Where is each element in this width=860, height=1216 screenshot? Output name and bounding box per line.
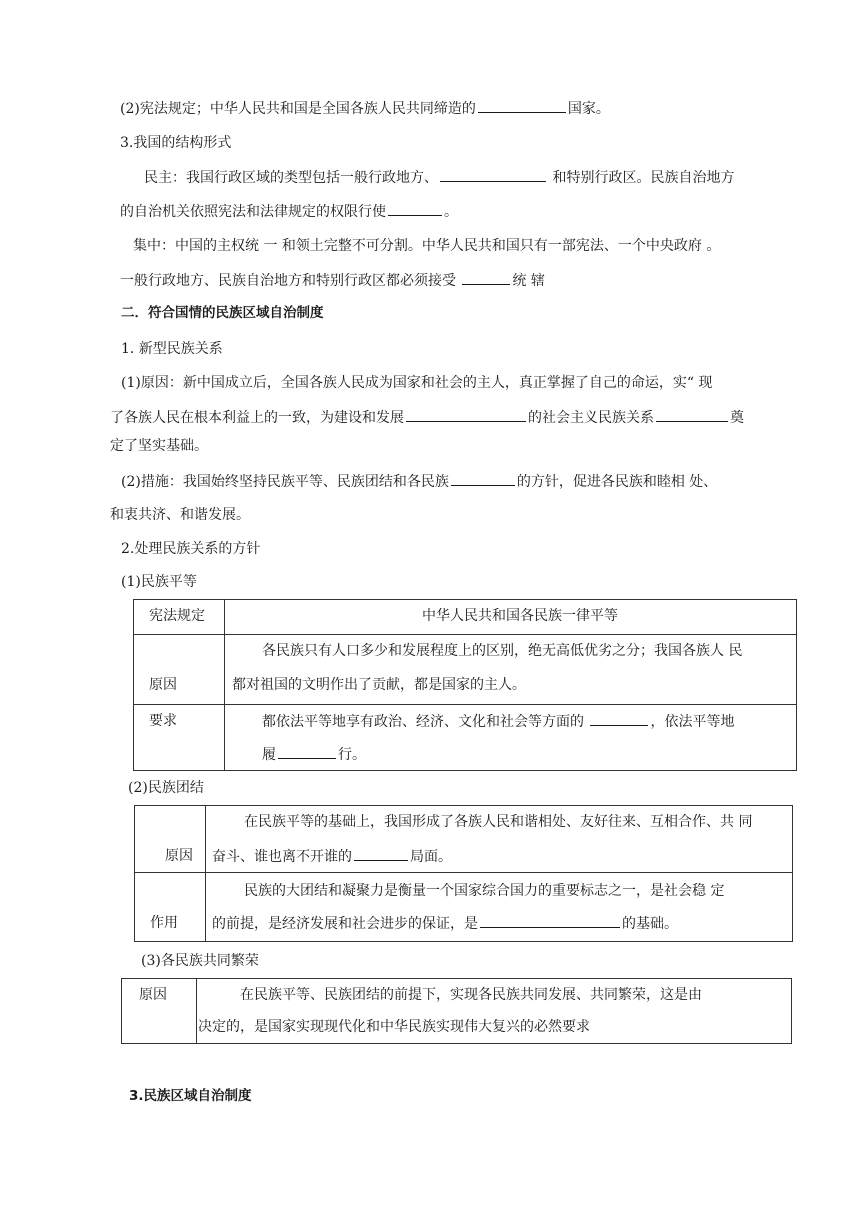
centralism-text: 一般行政地方、民族自治地方和特别行政区都必须接受 [120, 273, 461, 289]
centralism-line-1: 集中：中国的主权统 一 和领土完整不可分割。中华人民共和国只有一部宪法、一个中央政府 。 [133, 238, 721, 254]
equality-label-constitution: 宪法规定 [149, 608, 205, 624]
requirement-text: 都依法平等地享有政治、经济、文化和社会等方面的 [262, 714, 589, 730]
fill-blank[interactable] [440, 167, 546, 182]
fill-blank[interactable] [590, 711, 648, 726]
unity-text: 的基础。 [622, 916, 678, 932]
prosperity-label-reason: 原因 [139, 987, 167, 1003]
equality-requirement-line-2 [262, 744, 366, 765]
constitution-text-end: 国家。 [567, 101, 610, 117]
reason-text: 的社会主义民族关系 [528, 410, 654, 426]
table-divider [134, 872, 793, 873]
unity-label-effect: 作用 [150, 915, 178, 931]
equality-title: (1)民族平等 [121, 574, 197, 590]
measure-text: 的方针，促进各民族和睦相 处、 [516, 474, 718, 490]
reason-line-2 [110, 407, 744, 428]
requirement-text: 履 [262, 747, 276, 763]
constitution-paragraph [120, 98, 610, 119]
fill-blank[interactable] [451, 471, 515, 486]
reason-line-1: (1)原因：新中国成立后，全国各族人民成为国家和社会的主人，真正掌握了自己的命运，实“ 现 [121, 375, 713, 391]
unity-label-reason: 原因 [165, 848, 193, 864]
heading-structure: 3.我国的结构形式 [120, 135, 232, 151]
unity-text: 局面。 [410, 849, 452, 865]
reason-text: 奠 [730, 410, 744, 426]
fill-blank[interactable] [478, 98, 566, 113]
subsection-title: 2.处理民族关系的方针 [121, 541, 261, 557]
centralism-text: 统 辖 [512, 273, 545, 289]
democracy-line-2 [120, 201, 458, 222]
requirement-text: 行。 [338, 747, 366, 763]
constitution-text: (2)宪法规定；中华人民共和国是全国各族人民共同缔造的 [120, 101, 476, 117]
unity-text: 的前提，是经济发展和社会进步的保证，是 [212, 916, 478, 932]
democracy-text: 的自治机关依照宪法和法律规定的权限行使 [120, 204, 386, 220]
centralism-line-2 [120, 270, 545, 291]
equality-label-reason: 原因 [149, 677, 177, 693]
section-title: 二．符合国情的民族区域自治制度 [121, 305, 324, 321]
table-divider [224, 599, 225, 771]
fill-blank[interactable] [354, 846, 408, 861]
unity-title: (2)民族团结 [128, 780, 204, 796]
prosperity-title: (3)各民族共同繁荣 [141, 953, 259, 969]
reason-line-3: 定了坚实基础。 [110, 438, 208, 454]
democracy-text: 。 [444, 204, 458, 220]
equality-requirement-line-1 [262, 711, 734, 732]
democracy-text: 民主：我国行政区域的类型包括一般行政地方、 [144, 170, 438, 186]
unity-reason-line-2 [212, 846, 452, 867]
unity-effect-line-2 [212, 913, 678, 934]
unity-reason-line-1: 在民族平等的基础上，我国形成了各族人民和谐相处、友好往来、互相合作、共 同 [244, 814, 753, 830]
equality-reason-line-1: 各民族只有人口多少和发展程度上的区别，绝无高低优劣之分；我国各族人 民 [262, 643, 743, 659]
fill-blank[interactable] [406, 407, 526, 422]
fill-blank[interactable] [656, 407, 728, 422]
measure-text: (2)措施：我国始终坚持民族平等、民族团结和各民族 [121, 474, 449, 490]
measure-line-1 [121, 471, 717, 492]
subsection-title: 1. 新型民族关系 [121, 341, 223, 357]
measure-line-2: 和衷共济、和谐发展。 [110, 507, 250, 523]
table-divider [133, 704, 797, 705]
table-divider [205, 805, 206, 942]
requirement-text: ，依法平等地 [650, 714, 735, 730]
fill-blank[interactable] [278, 744, 336, 759]
reason-text: 了各族人民在根本利益上的一致，为建设和发展 [110, 410, 404, 426]
democracy-line-1 [144, 167, 734, 188]
table-divider [196, 978, 197, 1044]
table-divider [133, 634, 797, 635]
democracy-text: 和特别行政区。民族自治地方 [548, 170, 735, 186]
unity-effect-line-1: 民族的大团结和凝聚力是衡量一个国家综合国力的重要标志之一，是社会稳 定 [244, 883, 725, 899]
unity-text: 奋斗、谁也离不开谁的 [212, 849, 352, 865]
prosperity-reason-line-1: 在民族平等、民族团结的前提下，实现各民族共同发展、共同繁荣，这是由 [240, 987, 702, 1003]
prosperity-reason-line-2: 决定的，是国家实现现代化和中华民族实现伟大复兴的必然要求 [198, 1019, 590, 1035]
fill-blank[interactable] [462, 270, 510, 285]
equality-reason-line-2: 都对祖国的文明作出了贡献，都是国家的主人。 [232, 677, 526, 693]
fill-blank[interactable] [388, 201, 442, 216]
fill-blank[interactable] [480, 913, 620, 928]
equality-label-requirement: 要求 [149, 713, 177, 729]
subsection-title: 3.民族区域自治制度 [129, 1088, 252, 1104]
equality-constitution-text: 中华人民共和国各民族一律平等 [422, 608, 618, 624]
